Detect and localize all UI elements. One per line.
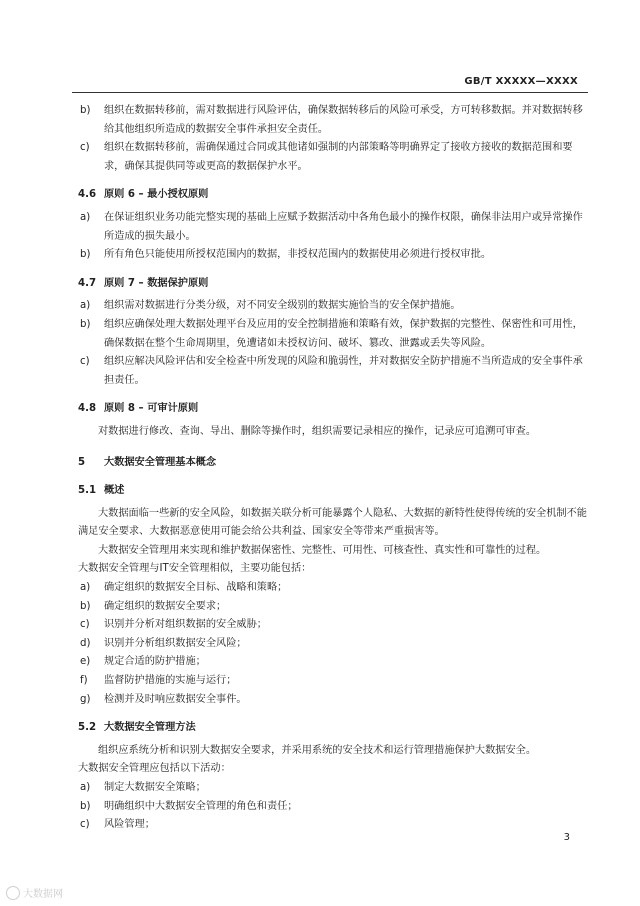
document-code-header: GB/T XXXXX—XXXX: [464, 76, 578, 87]
watermark: 大数据网: [6, 885, 63, 900]
page-number: 3: [563, 832, 570, 843]
section-heading-5: 5 大数据安全管理基本概念: [78, 456, 217, 468]
list-item: b) 明确组织中大数据安全管理的角色和责任；: [80, 800, 298, 812]
section-heading-4-7: 4.7 原则 7 – 数据保护原则: [78, 277, 209, 289]
section-heading-4-6: 4.6 原则 6 – 最小授权原则: [78, 189, 209, 201]
list-item: g) 检测并及时响应数据安全事件。: [80, 693, 247, 705]
paragraph: 大数据安全管理用来实现和维护数据保密性、完整性、可用性、可核查性、真实性和可靠性的过程。: [98, 544, 547, 556]
list-item: b) 组织应确保处理大数据处理平台及应用的安全控制措施和策略有效，保护数据的完整性、保密性和可用性，确保数据在整个生命周期里，免遭诸如未授权访问、破坏、篡改、泄露或丢失等风险。: [80, 318, 583, 349]
section-heading-4-8: 4.8 原则 8 – 可审计原则: [78, 403, 199, 415]
paragraph: 组织应系统分析和识别大数据安全要求，并采用系统的安全技术和运行管理措施保护大数据安全。: [98, 744, 537, 756]
header-rule: [72, 92, 588, 93]
section-heading-5-1: 5.1 概述: [78, 485, 125, 497]
document-body: [78, 102, 588, 835]
paragraph: 对数据进行修改、查询、导出、删除等操作时，组织需要记录相应的操作，记录应可追溯可审查。: [98, 425, 537, 437]
section-heading-5-2: 5.2 大数据安全管理方法: [78, 722, 196, 734]
list-item: c) 组织应解决风险评估和安全检查中所发现的风险和脆弱性，并对数据安全防护措施不当所造成的安全事件承担责任。: [80, 356, 583, 386]
list-item: b) 所有角色只能使用所授权范围内的数据，非授权范围内的数据使用必须进行授权审批。: [80, 249, 492, 261]
paragraph: 大数据安全管理应包括以下活动：: [78, 763, 231, 775]
list-item: a) 确定组织的数据安全目标、战略和策略；: [80, 582, 288, 594]
list-item: f) 监督防护措施的实施与运行；: [80, 675, 237, 687]
list-item: b) 确定组织的数据安全要求；: [80, 600, 227, 612]
list-item: a) 组织需对数据进行分类分级，对不同安全级别的数据实施恰当的安全保护措施。: [80, 300, 461, 312]
list-item: b) 组织在数据转移前，需对数据进行风险评估，确保数据转移后的风险可承受，方可转移数据。并对数据转移给其他组织所造成的数据安全事件承担安全责任。: [80, 105, 583, 135]
list-item: a) 制定大数据安全策略；: [80, 782, 206, 793]
list-item: a) 在保证组织业务功能完整实现的基础上应赋予数据活动中各角色最小的操作权限，确保非法用户或异常操作所造成的损失最小。: [80, 211, 583, 242]
watermark-logo-icon: [6, 886, 20, 900]
list-item: c) 组织在数据转移前，需确保通过合同或其他诸如强制的内部策略等明确界定了接收方接收的数据范围和要求，确保其提供同等或更高的数据保护水平。: [80, 142, 573, 172]
list-item: d) 识别并分析组织数据安全风险；: [80, 637, 247, 649]
list-item: e) 规定合适的防护措施；: [80, 656, 206, 668]
paragraph: 大数据面临一些新的安全风险，如数据关联分析可能暴露个人隐私、大数据的新特性使得传统的安全机制不能满足安全要求、大数据恶意使用可能会给公共利益、国家安全等带来严重损害等。: [78, 507, 587, 538]
list-item: c) 识别并分析对组织数据的安全威胁；: [80, 619, 267, 631]
list-item: c) 风险管理；: [80, 819, 155, 831]
paragraph: 大数据安全管理与IT安全管理相似，主要功能包括：: [78, 563, 312, 575]
